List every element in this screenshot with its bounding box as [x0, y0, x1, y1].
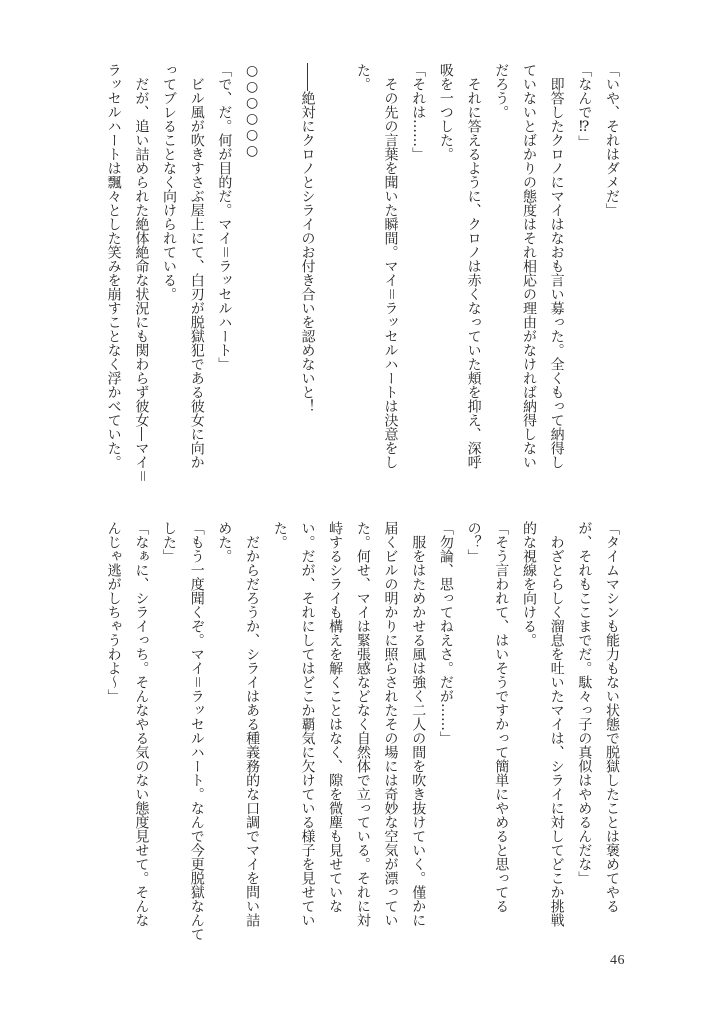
text-line: だろう。 — [493, 63, 510, 119]
text-line: ラッセルハートは飄々とした笑みを崩すことなく浮かべていた。 — [105, 63, 122, 469]
text-line: た。 — [271, 521, 288, 549]
blank-line — [320, 63, 348, 469]
text-line: だからだろうか、シライはある種義務的な口調でマイを問い詰 — [244, 521, 261, 927]
text-line: ってブレることなく向けられている。 — [161, 63, 177, 301]
lower-text-block — [99, 521, 625, 941]
text-line: 「なぁに、シライっち。そんなやる気のない態度見せて。そんな — [133, 521, 150, 927]
text-line: ――絶対にクロノとシライのお付き合いを認めないと！ — [299, 63, 316, 413]
text-line: 「それは……」 — [410, 63, 427, 161]
text-line: 「で、だ。何が目的だ。マイ＝ラッセルハート」 — [216, 63, 233, 371]
text-line: ていないとばかりの態度はそれ相応の理由がなければ納得しない — [520, 63, 537, 469]
text-line: 吸を一つした。 — [437, 63, 454, 161]
text-line: い。だが、それにしてはどこか覇気に欠けている様子を見せてい — [299, 521, 316, 927]
blank-line — [265, 63, 293, 469]
text-line: た。何せ、マイは緊張感などなく自然体で立っている。それに対 — [354, 521, 371, 927]
text-line: めた。 — [216, 521, 233, 563]
text-line: 「そう言われて、はいそうですかって簡単にやめると思ってる — [493, 521, 510, 913]
text-line: んじゃ逃がしちゃうわよ〜」 — [105, 521, 122, 703]
text-line: 即答したクロノにマイはなおも言い募った。全くもって納得し — [548, 63, 565, 469]
page-number: 46 — [610, 953, 625, 968]
text-line: 届くビルの明かりに照らされたその場には奇妙な空気が漂ってい — [382, 521, 399, 927]
text-line: の？」 — [465, 521, 482, 563]
text-line: わざとらしく溜息を吐いたマイは、シライに対してどこか挑戦 — [548, 521, 565, 927]
text-line: 「タイムマシンも能力もない状態で脱獄したことは褒めてやる — [604, 521, 620, 913]
text-line: 「勿論、思ってねえさ。だが……」 — [437, 521, 454, 745]
scene-break-marker: ○○○○○○ — [244, 63, 261, 159]
text-line: が、それもここまでだ。駄々っ子の真似はやめるんだな」 — [576, 521, 593, 885]
text-line: 「いや、それはダメだ」 — [604, 63, 620, 217]
text-line: 「もう一度聞くぞ。マイ＝ラッセルハート。なんで今更脱獄なんて — [188, 521, 205, 941]
text-line: た。 — [354, 63, 371, 91]
text-line: 服をはためかせる風は強く二人の間を吹き抜けていく。僅かに — [410, 521, 427, 927]
text-line: その先の言葉を聞いた瞬間。マイ＝ラッセルハートは決意をし — [382, 63, 399, 469]
text-line: 峙するシライも構えを解くことはなく、隙を微塵も見せていな — [327, 521, 344, 913]
text-line: ビル風が吹きすさぶ屋上にて、白刃が脱獄犯である彼女に向か — [188, 63, 205, 469]
upper-text-block — [99, 63, 625, 483]
text-line: した」 — [161, 521, 177, 563]
text-line: 的な視線を向ける。 — [520, 521, 537, 647]
text-line: それに答えるように、クロノは赤くなっていた頬を抑え、深呼 — [465, 63, 482, 469]
text-line: 「なんで⁉」 — [576, 63, 593, 149]
text-line: だが、追い詰められた絶体絶命な状況にも関わらず彼女―マイ＝ — [133, 63, 150, 483]
